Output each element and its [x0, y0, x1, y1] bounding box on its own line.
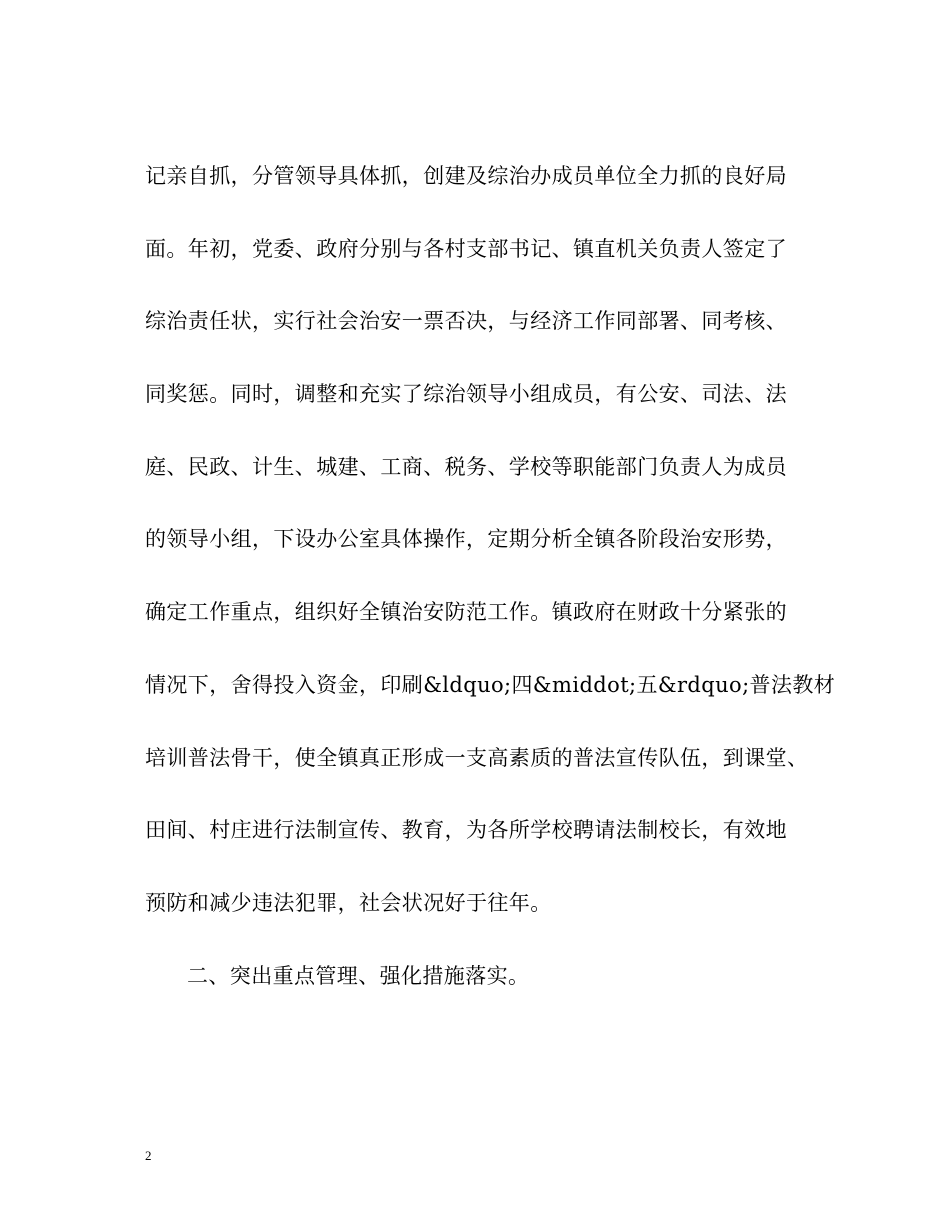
text-line: 田间、村庄进行法制宣传、教育，为各所学校聘请法制校长，有效地 [145, 818, 787, 843]
section-heading: 二、突出重点管理、强化措施落实。 [187, 963, 530, 988]
text-line: 综治责任状，实行社会治安一票否决，与经济工作同部署、同考核、 [145, 309, 787, 334]
body-text [145, 140, 836, 1012]
page-number: 2 [145, 1148, 152, 1163]
text-line: 庭、民政、计生、城建、工商、税务、学校等职能部门负责人为成员 [145, 454, 787, 479]
text-line: 记亲自抓，分管领导具体抓，创建及综治办成员单位全力抓的良好局 [145, 164, 787, 188]
text-line: 预防和减少违法犯罪，社会状况好于往年。 [145, 890, 552, 915]
text-line: 面。年初，党委、政府分别与各村支部书记、镇直机关负责人签定了 [145, 236, 787, 261]
text-line: 培训普法骨干，使全镇真正形成一支高素质的普法宣传队伍，到课堂、 [145, 745, 809, 770]
text-line: 情况下，舍得投入资金，印刷&ldquo;四&middot;五&rdquo;普法教材 [145, 672, 836, 697]
text-line: 确定工作重点，组织好全镇治安防范工作。镇政府在财政十分紧张的 [145, 600, 787, 625]
text-line: 的领导小组，下设办公室具体操作，定期分析全镇各阶段治安形势， [145, 527, 787, 552]
text-line: 同奖惩。同时，调整和充实了综治领导小组成员，有公安、司法、法 [145, 382, 787, 407]
